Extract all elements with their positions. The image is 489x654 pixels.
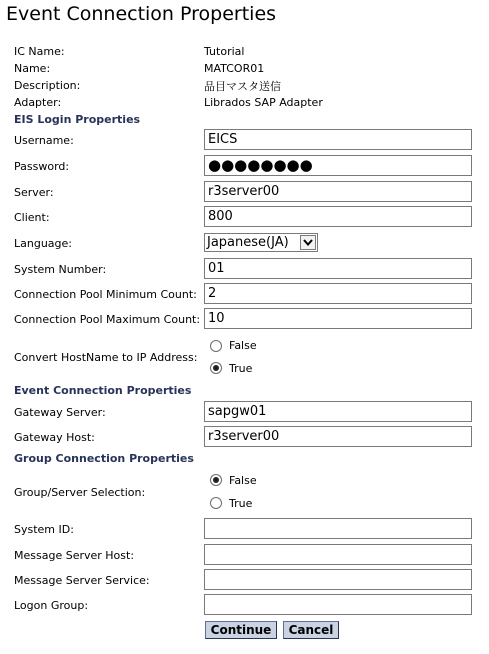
server-label: Server:: [14, 186, 54, 199]
selection-false-radio[interactable]: [210, 474, 222, 486]
ic-name-value: Tutorial: [204, 45, 245, 58]
server-field[interactable]: [204, 181, 472, 202]
username-label: Username:: [14, 134, 74, 147]
logon-group-label: Logon Group:: [14, 599, 89, 612]
message-server-host-field[interactable]: [204, 544, 472, 565]
password-field[interactable]: ●●●●●●●●: [204, 155, 472, 176]
logon-group-field[interactable]: [204, 594, 472, 615]
gateway-host-field[interactable]: [204, 426, 472, 447]
convert-false-label: False: [229, 339, 257, 352]
name-value: MATCOR01: [204, 62, 265, 75]
description-value: 品目マスタ送信: [204, 80, 281, 93]
pool-max-field[interactable]: [204, 308, 472, 329]
continue-button[interactable]: Continue: [205, 621, 277, 639]
page-title: Event Connection Properties: [6, 3, 277, 25]
message-server-service-field[interactable]: [204, 569, 472, 590]
adapter-value: Librados SAP Adapter: [204, 96, 323, 109]
ic-name-label: IC Name:: [14, 45, 65, 58]
eis-login-heading: EIS Login Properties: [14, 113, 141, 126]
client-label: Client:: [14, 211, 50, 224]
group-server-selection-label: Group/Server Selection:: [14, 486, 146, 499]
system-number-field[interactable]: [204, 258, 472, 279]
language-label: Language:: [14, 237, 72, 250]
client-field[interactable]: [204, 206, 472, 227]
event-connection-heading: Event Connection Properties: [14, 384, 192, 397]
chevron-down-icon[interactable]: [300, 235, 316, 250]
convert-true-radio[interactable]: [210, 362, 222, 374]
description-label: Description:: [14, 79, 81, 92]
selection-false-label: False: [229, 474, 257, 487]
pool-max-label: Connection Pool Maximum Count:: [14, 313, 201, 326]
convert-hostname-label: Convert HostName to IP Address:: [14, 351, 198, 364]
name-label: Name:: [14, 62, 51, 75]
pool-min-field[interactable]: [204, 283, 472, 304]
system-number-label: System Number:: [14, 263, 107, 276]
password-label: Password:: [14, 160, 70, 173]
message-server-service-label: Message Server Service:: [14, 574, 150, 587]
adapter-label: Adapter:: [14, 96, 62, 109]
username-field[interactable]: [204, 129, 472, 150]
gateway-host-label: Gateway Host:: [14, 431, 95, 444]
gateway-server-label: Gateway Server:: [14, 406, 106, 419]
selection-true-label: True: [229, 497, 253, 510]
message-server-host-label: Message Server Host:: [14, 549, 135, 562]
group-connection-heading: Group Connection Properties: [14, 452, 194, 465]
gateway-server-field[interactable]: [204, 401, 472, 422]
selection-true-radio[interactable]: [210, 497, 222, 509]
language-select[interactable]: [204, 233, 318, 252]
pool-min-label: Connection Pool Minimum Count:: [14, 288, 197, 301]
system-id-label: System ID:: [14, 523, 74, 536]
convert-false-radio[interactable]: [210, 340, 222, 352]
system-id-field[interactable]: [204, 518, 472, 539]
convert-true-label: True: [229, 362, 253, 375]
cancel-button[interactable]: Cancel: [283, 621, 339, 639]
language-selected-value: Japanese(JA): [207, 235, 289, 250]
